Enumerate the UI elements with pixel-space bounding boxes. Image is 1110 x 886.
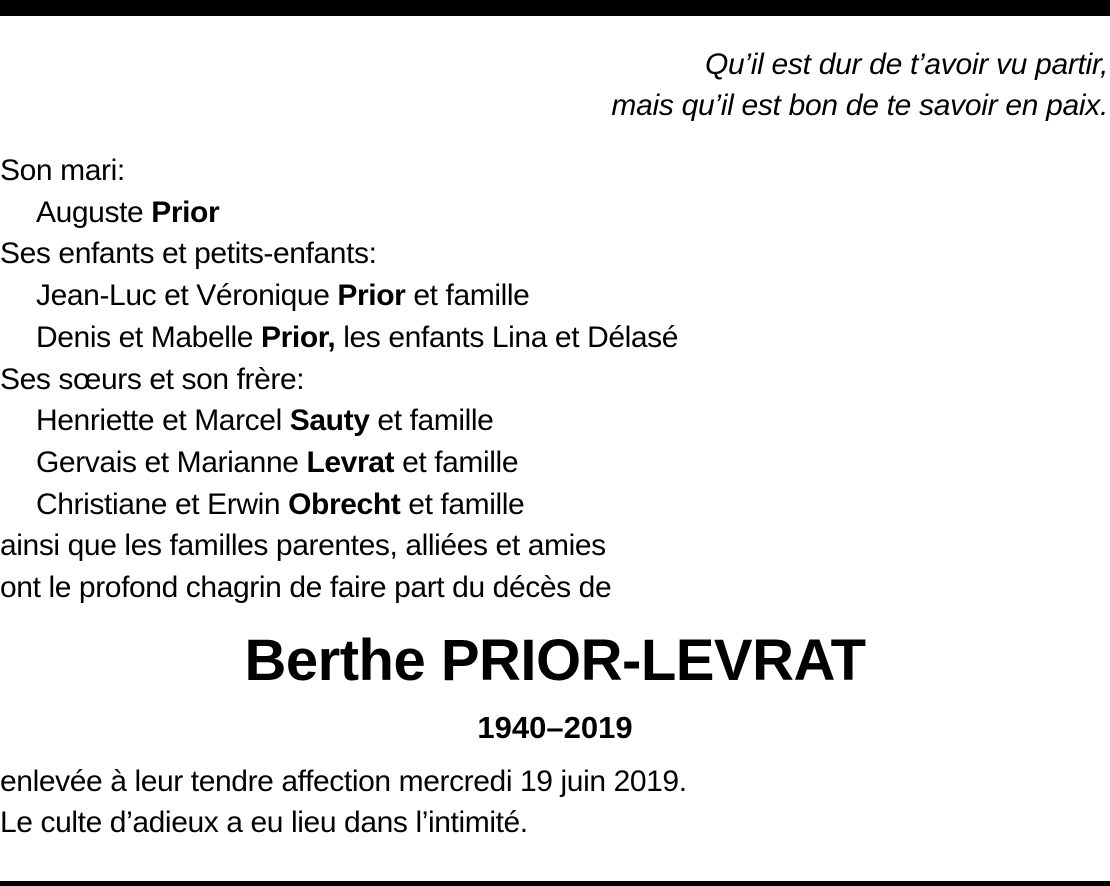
children-heading: Ses enfants et petits-enfants:: [0, 237, 377, 271]
closing-line-1: enlevée à leur tendre affection mercredi 19 juin 2019.: [0, 765, 687, 798]
siblings-heading: Ses sœurs et son frère:: [0, 362, 305, 396]
child-entry: [0, 317, 1105, 359]
husband-entry: [0, 192, 1105, 234]
sibling-first-names: Henriette et Marcel: [36, 404, 282, 438]
sibling-last-name: Sauty: [289, 404, 370, 438]
quote-line-1: Qu’il est dur de t’avoir vu partir,: [704, 48, 1108, 81]
closing-text: [0, 761, 1105, 843]
deceased-block: [0, 626, 1110, 748]
sibling-suffix: et famille: [408, 487, 525, 521]
child-last-name: Prior: [337, 279, 406, 313]
top-border-rule: [0, 0, 1110, 16]
announcement-line-2: ont le profond chagrin de faire part du décès de: [0, 571, 612, 605]
sibling-first-names: Christiane et Erwin: [36, 487, 281, 521]
deceased-dates: 1940–2019: [477, 710, 633, 745]
closing-line-2: Le culte d’adieux a eu lieu dans l’intimité.: [0, 806, 528, 839]
child-suffix: les enfants Lina et Délasé: [343, 320, 679, 354]
announcement-line-1: ainsi que les familles parentes, alliées et amies: [0, 529, 606, 563]
husband-heading: Son mari:: [0, 154, 125, 187]
child-first-names: Jean-Luc et Véronique: [36, 279, 330, 313]
sibling-first-names: Gervais et Marianne: [36, 445, 299, 479]
child-last-name: Prior,: [261, 320, 336, 354]
sibling-entry: [0, 400, 1105, 442]
deceased-name: Berthe PRIOR-LEVRAT: [244, 628, 866, 693]
bottom-border-rule: [0, 881, 1110, 886]
husband-first-name: Auguste: [36, 195, 144, 229]
husband-last-name: Prior: [151, 195, 220, 229]
sibling-suffix: et famille: [377, 404, 494, 438]
child-first-names: Denis et Mabelle: [36, 320, 254, 354]
child-suffix: et famille: [413, 279, 530, 313]
family-list: [0, 150, 1105, 609]
sibling-suffix: et famille: [402, 445, 519, 479]
epitaph-quote: [208, 44, 1108, 126]
quote-line-2: mais qu’il est bon de te savoir en paix.: [611, 89, 1108, 122]
sibling-entry: [0, 442, 1105, 484]
sibling-entry: [0, 484, 1105, 526]
sibling-last-name: Obrecht: [288, 487, 401, 521]
child-entry: [0, 275, 1105, 317]
sibling-last-name: Levrat: [306, 445, 395, 479]
